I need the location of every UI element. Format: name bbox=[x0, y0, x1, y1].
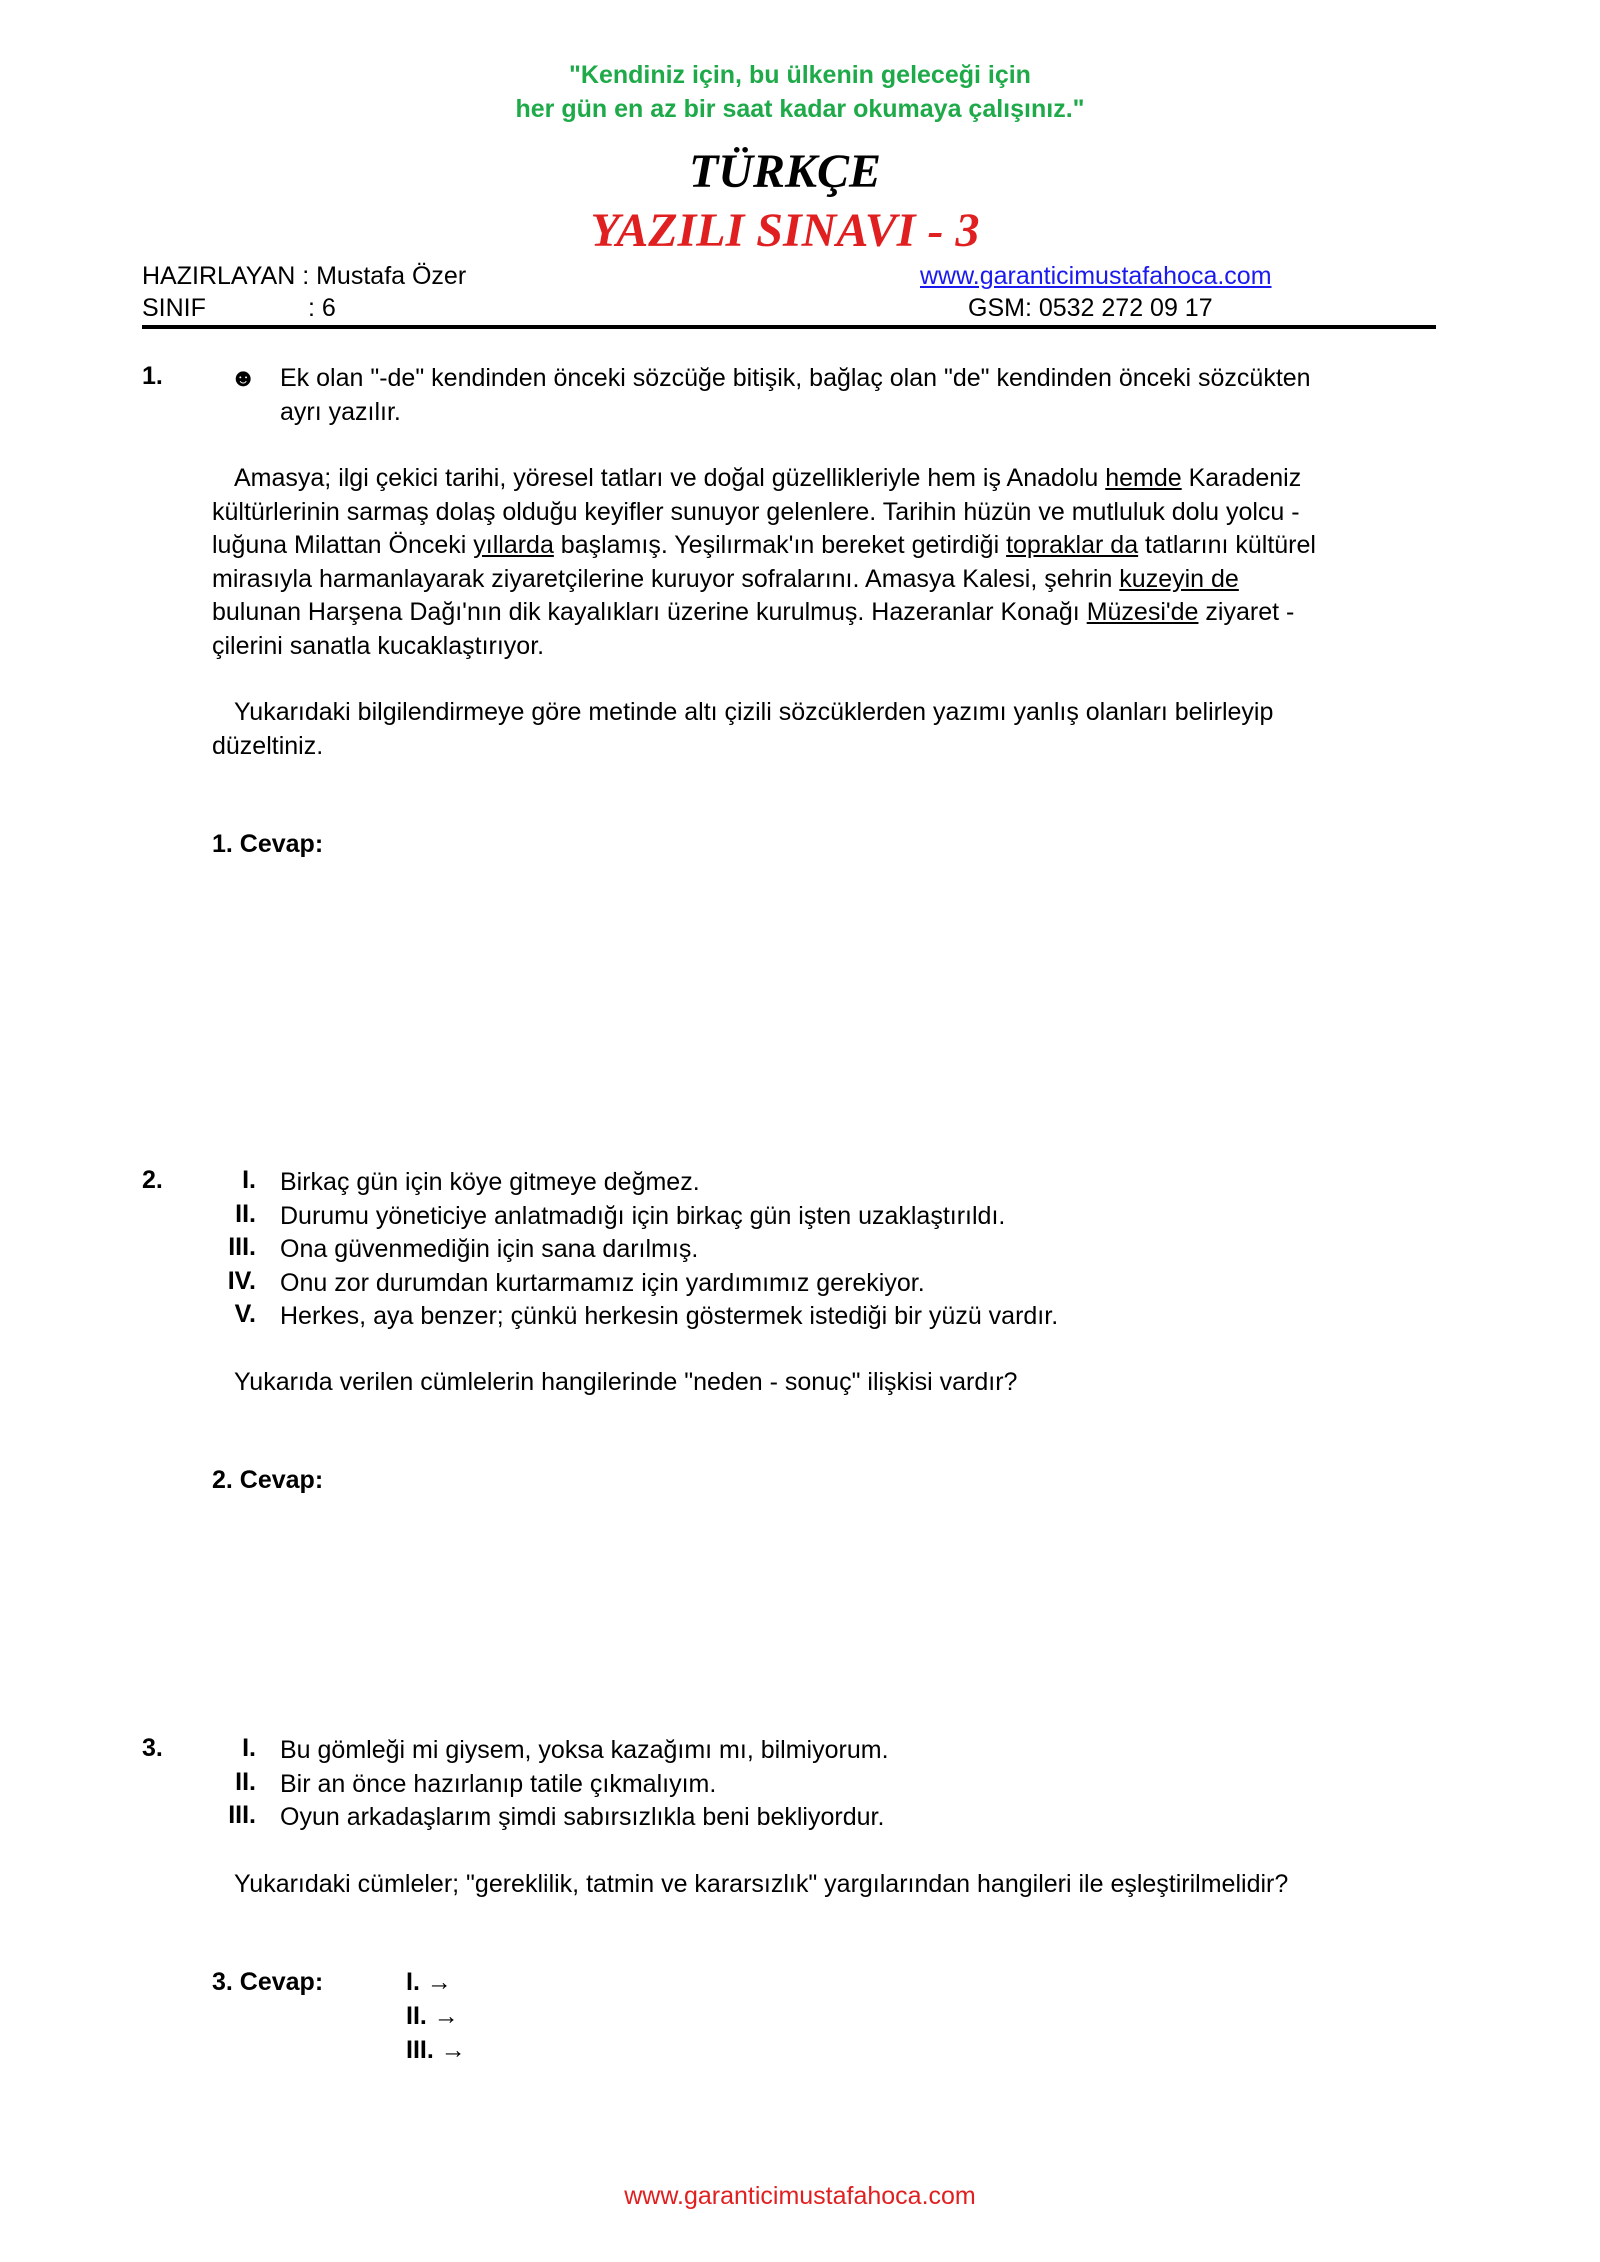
q2-answer-label: 2. Cevap: bbox=[212, 1466, 324, 1494]
underlined-word-topraklar-da: topraklar da bbox=[1006, 531, 1139, 559]
motto-line-2: her gün en az bir saat kadar okumaya çalışınız." bbox=[515, 95, 1085, 123]
header-website-link[interactable]: www.garanticimustafahoca.com bbox=[920, 262, 1272, 290]
list-item: V. Herkes, aya benzer; çünkü herkesin göstermek istediği bir yüzü vardır. bbox=[234, 1300, 1059, 1330]
q3-answer-slot-3: III. → bbox=[406, 2036, 466, 2064]
q1-rule-line-2: ayrı yazılır. bbox=[280, 398, 401, 426]
underlined-word-muzeside: Müzesi'de bbox=[1086, 598, 1199, 626]
q3-answer-slot-2: II. → bbox=[406, 2002, 459, 2030]
class-label: SINIF bbox=[142, 294, 206, 322]
list-item: II. Bir an önce hazırlanıp tatile çıkmalıyım. bbox=[235, 1767, 717, 1798]
q1-passage: Amasya; ilgi çekici tarihi, yöresel tatları ve doğal güzellikleriyle hem iş Anadolu hemde Karadeniz kültürlerinin sarmaş dolaş olduğu keyifler sunuyor gelenlere. Tarihin hüzün ve mutluluk dolu yolcu - luğuna Milattan Önceki yıllarda başlamış. Yeşilırmak'ın bereket getirdiği topraklar da tatlarını kültürel mirasıyla harmanlayarak ziyaretçilerine kuruyor sofralarını. Amasya Kalesi, şehrin kuzeyin de bulunan Harşena Dağı'nın dik kayalıkları üzerine kurulmuş. Hazeranlar Konağı Müzesi'de ziyaret - çilerini sanatla kucaklaştırıyor. bbox=[212, 464, 1316, 660]
q3-answer-slot-1: I. → bbox=[406, 1968, 452, 1996]
class-value: : 6 bbox=[308, 294, 336, 322]
subject-title: TÜRKÇE bbox=[688, 145, 882, 198]
phone-number: GSM: 0532 272 09 17 bbox=[968, 294, 1213, 322]
list-item: III. Ona güvenmediğin için sana darılmış. bbox=[228, 1233, 699, 1263]
question-3-number: 3. bbox=[142, 1734, 163, 1762]
q3-answer-label: 3. Cevap: bbox=[212, 1968, 324, 1996]
q3-question: Yukarıdaki cümleler; "gereklilik, tatmin ve kararsızlık" yargılarından hangileri ile eşleştirilmelidir? bbox=[234, 1870, 1289, 1898]
exam-title: YAZILI SINAVI - 3 bbox=[590, 204, 980, 257]
q1-answer-label: 1. Cevap: bbox=[212, 830, 324, 858]
list-item: IV. Onu zor durumdan kurtarmamız için yardımımız gerekiyor. bbox=[227, 1266, 925, 1297]
question-1-number: 1. bbox=[142, 362, 163, 390]
q2-statement-list bbox=[186, 1166, 1058, 1334]
question-2-number: 2. bbox=[142, 1166, 163, 1194]
underlined-word-yillarda: yıllarda bbox=[473, 531, 554, 559]
list-item: II. Durumu yöneticiye anlatmadığı için birkaç gün işten uzaklaştırıldı. bbox=[235, 1199, 1006, 1230]
list-item: III. Oyun arkadaşlarım şimdi sabırsızlıkla beni bekliyordur. bbox=[228, 1801, 885, 1831]
smiley-bullet-icon: ☻ bbox=[230, 364, 257, 392]
q2-question: Yukarıda verilen cümlelerin hangilerinde "neden - sonuç" ilişkisi vardır? bbox=[234, 1368, 1018, 1396]
underlined-word-hemde: hemde bbox=[1105, 464, 1182, 492]
q1-rule-line-1: Ek olan "-de" kendinden önceki sözcüğe bitişik, bağlaç olan "de" kendinden önceki sözcükten bbox=[280, 364, 1311, 392]
q1-instruction-line-1: Yukarıdaki bilgilendirmeye göre metinde altı çizili sözcüklerden yazımı yanlış olanları belirleyip bbox=[234, 698, 1274, 726]
q1-instruction-line-2: düzeltiniz. bbox=[212, 732, 324, 760]
underlined-word-kuzeyin-de: kuzeyin de bbox=[1119, 564, 1239, 593]
header-divider bbox=[142, 325, 1436, 329]
list-item: I. Bu gömleği mi giysem, yoksa kazağımı mı, bilmiyorum. bbox=[242, 1734, 889, 1764]
list-item: I. Birkaç gün için köye gitmeye değmez. bbox=[242, 1166, 700, 1196]
motto-line-1: "Kendiniz için, bu ülkenin geleceği için bbox=[569, 61, 1031, 89]
q3-statement-list bbox=[186, 1734, 889, 1835]
footer-website: www.garanticimustafahoca.com bbox=[624, 2182, 976, 2210]
prepared-by: HAZIRLAYAN : Mustafa Özer bbox=[142, 262, 467, 290]
